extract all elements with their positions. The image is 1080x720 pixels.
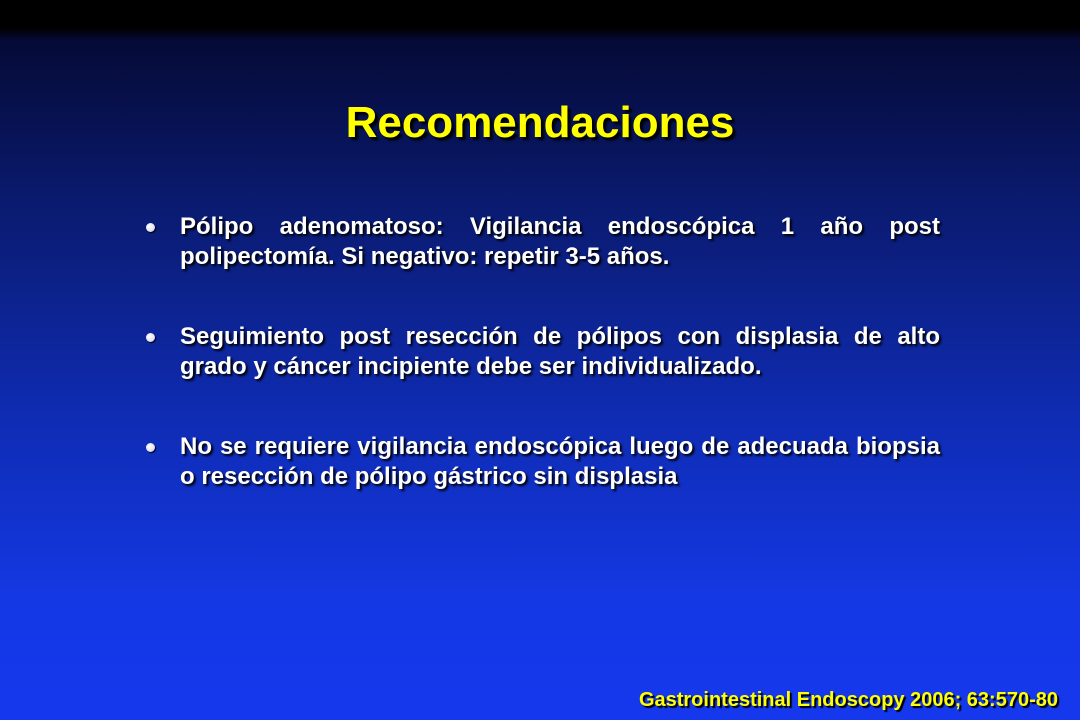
bullet-text: Seguimiento post resección de pólipos con displasia de alto grado y cáncer incipiente debe ser individualizado. xyxy=(180,323,940,380)
bullet-text: Pólipo adenomatoso: Vigilancia endoscópica 1 año post polipectomía. Si negativo: repetir 3-5 años. xyxy=(180,213,940,270)
bullet-item xyxy=(140,322,940,382)
bullet-text: No se requiere vigilancia endoscópica luego de adecuada biopsia o resección de pólipo gástrico sin displasia xyxy=(180,433,940,490)
bullet-item xyxy=(140,432,940,492)
bullet-item xyxy=(140,212,940,272)
bullet-dot-icon xyxy=(146,333,155,342)
bullet-dot-icon xyxy=(146,223,155,232)
slide-title: Recomendaciones xyxy=(345,98,735,147)
bullet-list xyxy=(140,212,940,542)
citation: Gastrointestinal Endoscopy 2006; 63:570-80 xyxy=(638,689,1058,711)
bullet-dot-icon xyxy=(146,443,155,452)
